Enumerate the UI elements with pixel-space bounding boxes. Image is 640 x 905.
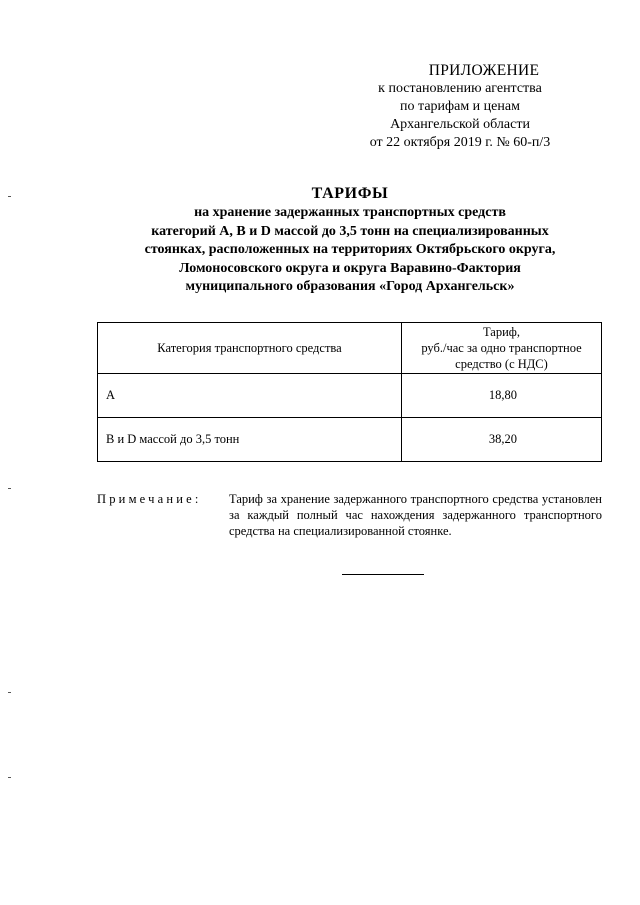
title-line: Ломоносовского округа и округа Варавино-Фактория [179,260,521,276]
appendix-line: Архангельской области [390,117,530,132]
title-line: стоянках, расположенных на территориях Октябрьского округа, [144,242,556,257]
tariff-cell: 18,80 [402,374,602,418]
scan-mark [8,692,11,693]
appendix-date-line: от 22 октября 2019 г. № 60-п/3 [369,135,551,150]
title-line: категорий А, В и D массой до 3,5 тонн на специализированных [151,223,549,239]
table-header-row [98,323,602,374]
header-tariff-line: Тариф, [482,325,521,339]
scan-mark [8,488,11,489]
appendix-block [345,62,575,152]
appendix-line: к постановлению агентства [378,81,542,96]
table-row [98,418,602,462]
note-label: Примечание: [97,492,202,506]
title-line: муниципального образования «Город Архангельск» [185,279,515,294]
category-cell: А [98,374,402,418]
header-category-cell: Категория транспортного средства [98,323,402,374]
tariff-cell: 38,20 [402,418,602,462]
title-line: на хранение задержанных транспортных средств [194,205,506,220]
appendix-heading: ПРИЛОЖЕНИЕ [428,62,540,79]
note-text: Тариф за хранение задержанного транспортного средства установлен за каждый полный час нахождения задержанного транспортного средства на специализированной стоянке. [229,492,602,538]
category-cell: В и D массой до 3,5 тонн [98,418,402,462]
appendix-line: по тарифам и ценам [400,99,520,114]
header-tariff-line: средство (с НДС) [455,357,548,371]
note-block [97,491,602,539]
header-tariff-line: руб./час за одно транспортное [421,341,582,355]
table-row [98,374,602,418]
scan-mark [8,777,11,778]
end-separator-line [342,574,424,575]
document-title-block [90,184,610,297]
document-title: ТАРИФЫ [311,185,389,202]
header-tariff-cell [402,323,602,374]
scan-mark [8,196,11,197]
tariff-table [97,322,602,462]
